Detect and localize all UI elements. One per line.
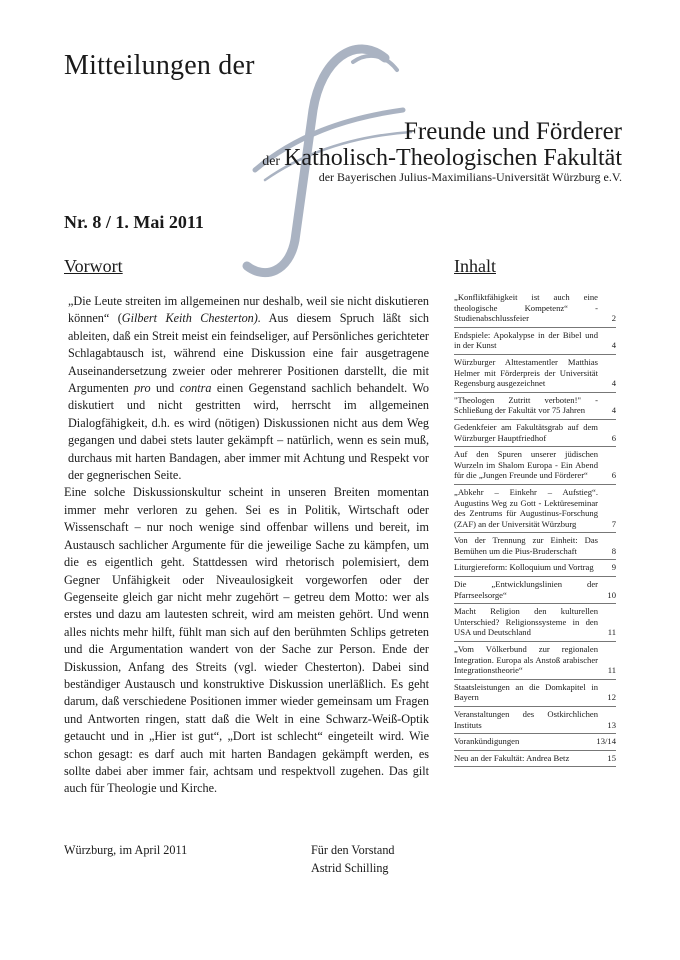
foreword-p1-contra: contra — [179, 381, 212, 396]
foreword-heading: Vorwort — [64, 256, 123, 276]
toc-item-page: 2 — [611, 313, 616, 324]
toc-item-page: 4 — [611, 340, 616, 351]
toc-item-title: Liturgiereform: Kolloquium und Vortrag — [454, 562, 594, 573]
header-title-line2-prefix: der — [262, 154, 281, 169]
foreword-place-date: Würzburg, im April 2011 — [64, 843, 188, 857]
toc-item-title: „Vom Völkerbund zur regionalen Integration. Europa als Anstoß arabischer Integrationstheorie“ — [454, 644, 598, 676]
toc-item — [454, 680, 616, 707]
header-pre-title: Mitteilungen der — [64, 50, 255, 81]
toc-item — [454, 420, 616, 447]
toc-item-title: Gedenkfeier am Fakultätsgrab auf dem Würzburger Hauptfriedhof — [454, 421, 598, 443]
toc-item — [454, 734, 616, 751]
toc-item-page: 6 — [611, 470, 616, 481]
foreword-p1-und: und — [150, 381, 180, 396]
toc-item — [454, 292, 616, 328]
foreword-p1-part-c: einen Gegenstand sachlich behandelt. Wo diskutiert und nicht gestritten wird, herrscht im allgemeinen Dialogfähigkeit, d.h. es wird (nötigen) Diskussionen nicht aus dem Weg gegangen und dabei stets lauter gekämpft – natürlich, wenn es sein muß, durchaus mit harten Bandagen, aber immer mit Achtung und Respekt vor der gegnerischen Seite. — [68, 381, 430, 483]
toc-item-page: 9 — [611, 562, 616, 573]
toc-item — [454, 707, 616, 734]
toc-item-title: „Konfliktfähigkeit ist auch eine theologische Kompetenz“ - Studienabschlussfeier — [454, 292, 598, 324]
toc-item-title: Staatsleistungen an die Domkapitel in Bayern — [454, 681, 598, 703]
foreword-p1-pro: pro — [134, 381, 151, 396]
toc-item — [454, 393, 616, 420]
toc-item — [454, 485, 616, 533]
toc-item — [454, 751, 616, 768]
foreword-p1-part-a: „Die Leute streiten im allgemeinen nur deshalb, weil sie nicht diskutieren können“ ( — [68, 294, 429, 326]
header-title-line2 — [262, 145, 622, 172]
toc-item-page: 11 — [607, 627, 616, 638]
header-title-line1: Freunde und Förderer — [404, 118, 622, 145]
issue-number: Nr. 8 / 1. Mai 2011 — [64, 212, 204, 232]
toc-item-title: Von der Trennung zur Einheit: Das Bemühen um die Pius-Bruderschaft — [454, 535, 598, 556]
toc-item-page: 12 — [607, 692, 616, 703]
toc-item-title: Die „Entwicklungslinien der Pfarrseelsorge“ — [454, 579, 598, 600]
toc-item — [454, 577, 616, 604]
foreword-signature-role: Für den Vorstand — [311, 843, 395, 857]
foreword-paragraph-2: Eine solche Diskussionskultur scheint in unseren Breiten momentan immer mehr verloren zu gehen. Sei es in Politik, Wirtschaft oder Wissenschaft – nur noch wenige sind offenbar willens und bereit, im Austausch sachlicher Argumente für die jeweilige Sache zu kämpfen, um die es eigentlich geht. Stattdessen wird rhetorisch polemisiert, dem Gegner Unfähigkeit oder Niveaulosigkeit vorgeworfen oder der Gegenseite gleich gar nicht mehr zugehört – getreu dem Motto: wer als erstes und dazu am lautesten schreit, wird am meisten gehört. Und wenn alles nichts mehr hilft, fühlt man sich auf den berühmten Schlips getreten und die Argumentation wandert von der Sache zur Person. Ende der Diskussion, Anfang des Streits (vgl. wieder Chesterton). Dabei sind beständiger Austausch und konstruktive Diskussion unerläßlich. Es geht darum, daß verschiedene Positionen immer wieder gemeinsam um Fragen und Antworten ringen, statt daß die Welt in eine Schwarz-Weiß-Optik getaucht und in „Hier ist gut“, „Dort ist schlecht“ eingeteilt wird. Wie schon gesagt: es darf auch mit harten Bandagen gekämpft werden, es sollte dabei aber immer fair, achtsam und respektvoll zugehen. Das gilt auch für Theologie und Kirche. — [64, 485, 429, 796]
toc-item-page: 15 — [607, 752, 616, 763]
foreword-signature-name: Astrid Schilling — [311, 861, 389, 875]
toc-item — [454, 533, 616, 560]
toc-item-page: 7 — [611, 518, 616, 529]
toc-item-title: Veranstaltungen des Ostkirchlichen Instituts — [454, 709, 598, 730]
toc-item-page: 13/14 — [596, 736, 616, 747]
toc-item-title: Neu an der Fakultät: Andrea Betz — [454, 752, 570, 763]
toc-item — [454, 604, 616, 642]
header-title-line3: der Bayerischen Julius-Maximilians-Universität Würzburg e.V. — [318, 170, 622, 184]
toc-item-page: 6 — [611, 432, 616, 443]
toc-item-page: 10 — [607, 589, 616, 600]
foreword-paragraph-1 — [64, 293, 429, 484]
toc-item-page: 4 — [611, 405, 616, 416]
toc-item-title: Macht Religion den kulturellen Unterschied? Religionssysteme in den USA und Deutschland — [454, 606, 598, 638]
toc-item — [454, 328, 616, 355]
toc-item — [454, 642, 616, 680]
toc-item-title: „Abkehr – Einkehr – Aufstieg“. Augustins Weg zu Gott - Lektüreseminar des Zentrums für Augustinus-Forschung (ZAF) an der Universität Würzburg — [454, 486, 598, 529]
toc-item-title: Würzburger Alttestamentler Matthias Helmer mit Förderpreis der Universität Regensburg ausgezeichnet — [454, 356, 598, 389]
toc-item — [454, 560, 616, 577]
toc-item-title: Vorankündigungen — [454, 736, 520, 747]
toc-item-title: Auf den Spuren unserer jüdischen Wurzeln im Shalom Europa - Ein Abend für die „Jungen Freunde und Förderer“ — [454, 449, 598, 481]
foreword-p1-part-b: Aus diesem Spruch läßt sich ableiten, daß ein Streit meist ein feindseliger, auf Persönliches gerichteter Schlagabtausch ist, während eine Diskussion eine fair ausgetragene Auseinandersetzung zweier oder mehrerer Positionen darstellt, die mit Argumenten — [68, 311, 430, 396]
toc-item-title: "Theologen Zutritt verboten!" - Schließung der Fakultät vor 75 Jahren — [454, 394, 598, 416]
toc-item-title: Endspiele: Apokalypse in der Bibel und in der Kunst — [454, 329, 598, 351]
toc-item-page: 4 — [611, 378, 616, 389]
foreword-p1-quote-author: Gilbert Keith Chesterton). — [121, 311, 261, 326]
toc-item — [454, 355, 616, 393]
toc-item-page: 11 — [607, 665, 616, 676]
header-title-line2-main: Katholisch-Theologischen Fakultät — [284, 145, 622, 171]
toc-item-page: 13 — [607, 719, 616, 730]
table-of-contents — [454, 292, 616, 767]
contents-heading: Inhalt — [454, 256, 496, 276]
toc-item — [454, 447, 616, 485]
toc-item-page: 8 — [611, 545, 616, 556]
foreword-body — [64, 293, 429, 798]
